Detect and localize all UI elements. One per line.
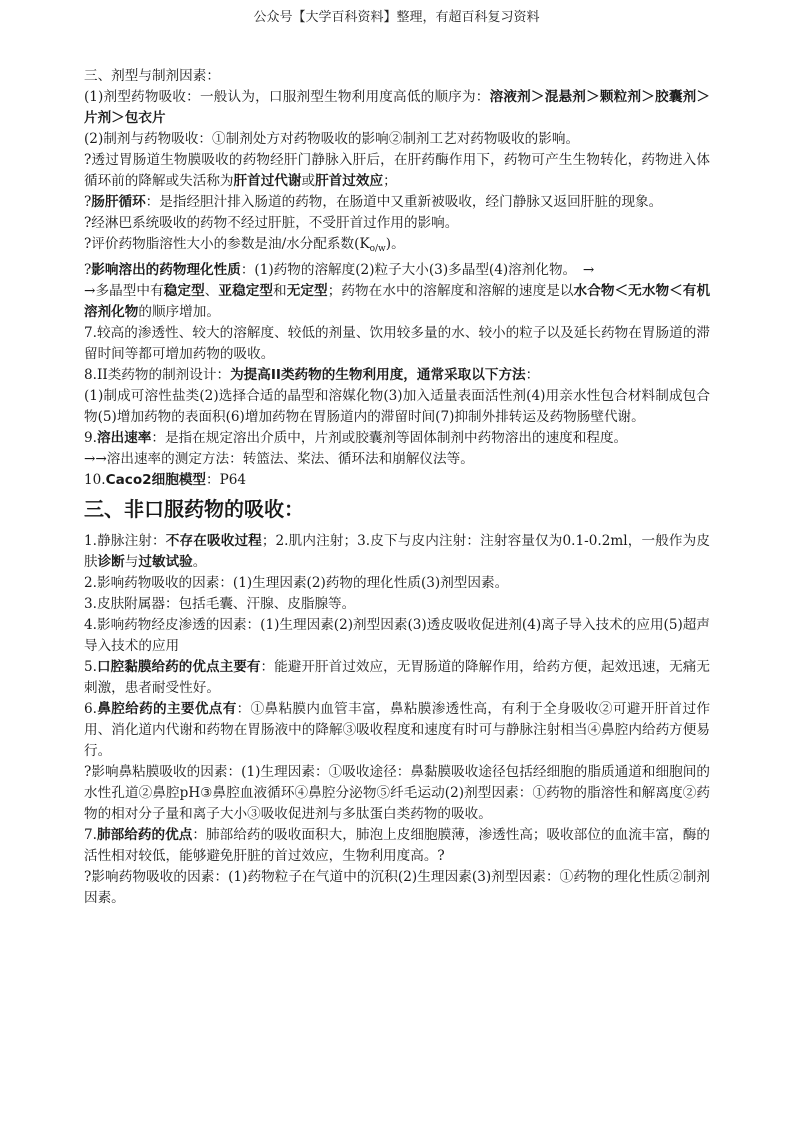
paragraph-dissolution-methods: →→溶出速率的测定方法：转篮法、桨法、循环法和崩解仪法等。: [84, 451, 474, 467]
paragraph-item-9: 9.溶出速率：是指在规定溶出介质中，片剂或胶囊剂等固体制剂中药物溶出的速度和程度。: [84, 430, 628, 446]
paragraph-pulmonary-factors: ?影响药物吸收的因素：(1)药物粒子在气道中的沉积(2)生理因素(3)剂型因素：①药物的理化性质②制剂因素。: [84, 869, 710, 906]
document-body: [84, 66, 710, 909]
paragraph-polymorph: →多晶型中有稳定型、亚稳定型和无定型；药物在水中的溶解度和溶解的速度是以水合物＜无水物＜有机溶剂化物的顺序增加。: [84, 283, 711, 320]
paragraph-lymph: ?经淋巴系统吸收的药物不经过肝脏，不受肝首过作用的影响。: [84, 215, 459, 231]
paragraph-item-10: 10.Caco2细胞模型：P64: [84, 472, 247, 488]
paragraph-preparation: (2)制剂与药物吸收：①制剂处方对药物吸收的影响②制剂工艺对药物吸收的影响。: [84, 131, 580, 147]
paragraph-item-8: 8.ⅠⅠ类药物的制剂设计：为提高ⅠⅠ类药物的生物利用度，通常采取以下方法：: [84, 367, 540, 383]
page-header: 公众号【大学百科资料】整理，有超百科复习资料: [253, 10, 540, 25]
paragraph-methods-list: (1)制成可溶性盐类(2)选择合适的晶型和溶媒化物(3)加入适量表面活性剂(4)用亲水性包合材料制成包合物(5)增加药物的表面积(6)增加药物在胃肠道内的滞留时间(7)抑制外排转运及药物肠壁代谢。: [84, 388, 710, 425]
paragraph-skin-appendages: 3.皮肤附属器：包括毛囊、汗腺、皮脂腺等。: [84, 596, 356, 612]
paragraph-oral-mucosa: 5.口腔黏膜给药的优点主要有：能避开肝首过效应，无胃肠道的降解作用，给药方便，起效迅速，无痛无刺激，患者耐受性好。: [84, 659, 710, 696]
paragraph-transdermal: 4.影响药物经皮渗透的因素：(1)生理因素(2)剂型因素(3)透皮吸收促进剂(4)离子导入技术的应用(5)超声导入技术的应用: [84, 617, 710, 654]
paragraph-enterohepatic: ?肠肝循环：是指经胆汁排入肠道的药物，在肠道中又重新被吸收，经门静脉又返回肝脏的现象。: [84, 194, 663, 210]
paragraph-nasal: 6.鼻腔给药的主要优点有：①鼻粘膜内血管丰富，鼻粘膜渗透性高，有利于全身吸收②可避开肝首过作用、消化道内代谢和药物在胃肠液中的降解③吸收程度和速度有时可与静脉注射相当④鼻腔内给药方便易行。: [84, 701, 711, 759]
paragraph-injection: 1.静脉注射：不存在吸收过程；2.肌内注射；3.皮下与皮内注射：注射容量仅为0.1-0.2ml，一般作为皮肤诊断与过敏试验。: [84, 533, 710, 570]
paragraph-first-pass: ?透过胃肠道生物膜吸收的药物经肝门静脉入肝后，在肝药酶作用下，药物可产生生物转化，药物进入体循环前的降解或失活称为肝首过代谢或肝首过效应；: [84, 152, 710, 189]
paragraph-item-7: 7.较高的渗透性、较大的溶解度、较低的剂量、饮用较多量的水、较小的粒子以及延长药物在胃肠道的滞留时间等都可增加药物的吸收。: [84, 325, 710, 362]
paragraph-nasal-factors: ?影响鼻粘膜吸收的因素：(1)生理因素：①吸收途径：鼻黏膜吸收途径包括经细胞的脂质通道和细胞间的水性孔道②鼻腔pH③鼻腔血液循环④鼻腔分泌物⑤纤毛运动(2)剂型因素：①药物的脂溶性和解离度②药物的相对分子量和离子大小③吸收促进剂与多肽蛋白类药物的吸收。: [84, 764, 710, 822]
chapter-title: 三、非口服药物的吸收：: [84, 497, 304, 521]
paragraph-pulmonary: 7.肺部给药的优点：肺部给药的吸收面积大，肺泡上皮细胞膜薄，渗透性高；吸收部位的血流丰富，酶的活性相对较低，能够避免肝脏的首过效应，生物利用度高。?: [84, 827, 711, 864]
paragraph-absorption-factors: 2.影响药物吸收的因素：(1)生理因素(2)药物的理化性质(3)剂型因素。: [84, 575, 509, 591]
section-heading: 三、剂型与制剂因素：: [84, 68, 220, 84]
paragraph-dosage-form: (1)剂型药物吸收：一般认为，口服剂型生物利用度高低的顺序为：溶液剂＞混悬剂＞颗粒剂＞胶囊剂＞片剂＞包衣片: [84, 89, 710, 126]
paragraph-dissolution-properties: ?影响溶出的药物理化性质：(1)药物的溶解度(2)粒子大小(3)多晶型(4)溶剂化物。 →: [84, 262, 595, 278]
paragraph-partition-coefficient: ?评价药物脂溶性大小的参数是油/水分配系数$(K_{o/w})$。: [84, 236, 405, 254]
